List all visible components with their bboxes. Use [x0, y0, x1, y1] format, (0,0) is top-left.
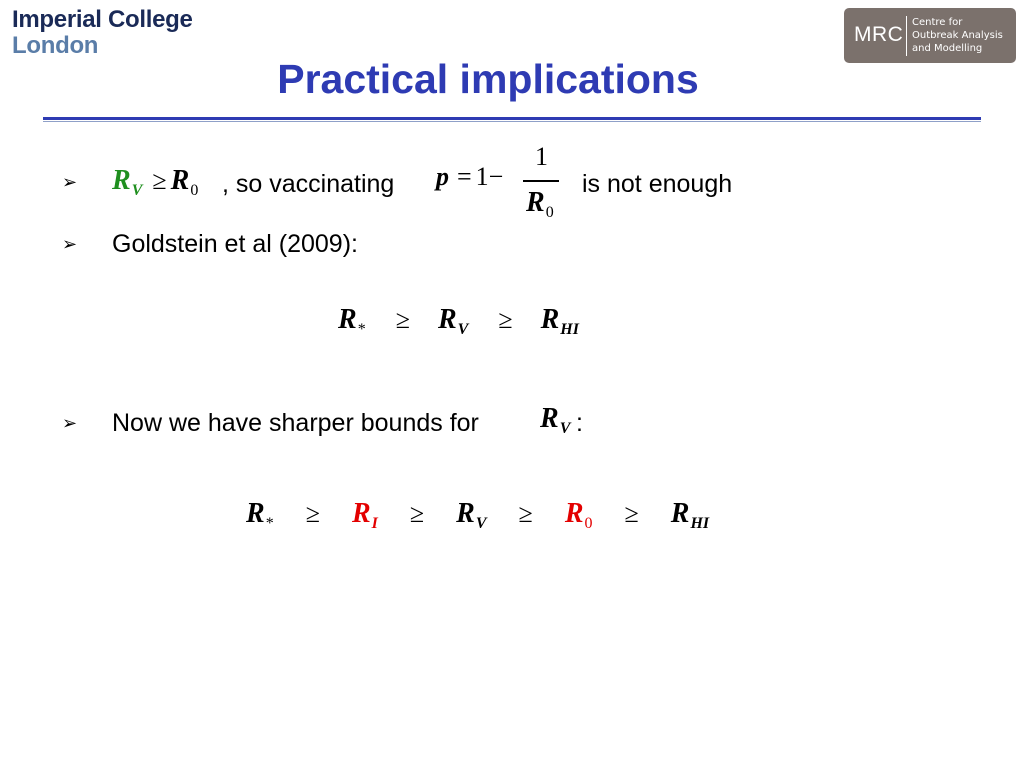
- colon-text: :: [576, 409, 583, 437]
- mrc-sub-line-3: and Modelling: [912, 43, 983, 54]
- r-symbol: R: [540, 304, 560, 335]
- mrc-label: MRC: [854, 23, 904, 46]
- r-symbol: R: [338, 304, 357, 335]
- bullet-arrow-icon: ➢: [62, 234, 78, 255]
- r-symbol: R: [456, 498, 475, 529]
- r-symbol: R: [170, 165, 190, 196]
- sub-v: V: [559, 420, 571, 437]
- one-symbol: 1: [475, 162, 489, 191]
- so-vaccinating-text: , so vaccinating: [222, 170, 395, 198]
- sub-v: V: [475, 515, 487, 532]
- equation-goldstein: [338, 304, 579, 336]
- bullet-arrow-icon: ➢: [62, 172, 78, 193]
- r-symbol: R: [540, 403, 559, 434]
- imperial-college-logo: [12, 8, 193, 58]
- r-symbol: R: [670, 498, 690, 529]
- geq-symbol: ≥: [395, 305, 410, 334]
- r-symbol: R: [246, 498, 265, 529]
- fraction-bar: [523, 180, 559, 182]
- geq-symbol: ≥: [409, 499, 425, 528]
- logo-line-1: Imperial College: [12, 6, 193, 33]
- sub-0: 0: [584, 515, 593, 532]
- r-symbol: R: [564, 498, 584, 529]
- sub-i: I: [371, 515, 378, 532]
- sub-0: 0: [190, 182, 199, 199]
- logo-line-2: London: [12, 32, 99, 59]
- sub-star: *: [265, 515, 274, 532]
- slide-title: Practical implications: [277, 56, 699, 102]
- title-rule-thin: [43, 121, 981, 122]
- mrc-sub-line-2: Outbreak Analysis: [912, 30, 1003, 41]
- geq-symbol: ≥: [152, 166, 167, 195]
- geq-symbol: ≥: [518, 499, 533, 528]
- fraction-denominator: [526, 187, 554, 219]
- r-symbol: R: [112, 165, 131, 196]
- rv-inline: [540, 403, 570, 435]
- minus-symbol: −: [488, 162, 504, 191]
- mrc-sub-line-1: Centre for: [912, 17, 963, 28]
- sub-hi: HI: [560, 321, 579, 338]
- sub-0: 0: [545, 204, 554, 221]
- rv-geq-r0: [112, 165, 198, 197]
- title-rule-thick: [43, 117, 981, 120]
- sub-hi: HI: [690, 515, 710, 532]
- mrc-divider: [906, 16, 907, 56]
- equals-symbol: =: [457, 162, 472, 191]
- equation-sharper-bounds: [246, 498, 709, 530]
- sub-star: *: [357, 321, 366, 338]
- r-symbol: R: [437, 304, 457, 335]
- r-symbol: R: [526, 187, 545, 218]
- sub-v: V: [131, 182, 143, 199]
- not-enough-text: is not enough: [582, 170, 733, 198]
- bullet-arrow-icon: ➢: [62, 413, 78, 434]
- p-equals: [436, 162, 503, 192]
- p-symbol: p: [436, 162, 449, 191]
- fraction-numerator: 1: [535, 142, 548, 171]
- sub-v: V: [457, 321, 469, 338]
- mrc-subtitle: [912, 16, 1003, 55]
- geq-symbol: ≥: [498, 305, 513, 334]
- geq-symbol: ≥: [305, 499, 320, 528]
- geq-symbol: ≥: [624, 499, 639, 528]
- mrc-logo: [844, 8, 1016, 63]
- sharper-bounds-text: Now we have sharper bounds for: [112, 409, 479, 437]
- goldstein-text: Goldstein et al (2009):: [112, 230, 358, 258]
- r-symbol: R: [351, 498, 371, 529]
